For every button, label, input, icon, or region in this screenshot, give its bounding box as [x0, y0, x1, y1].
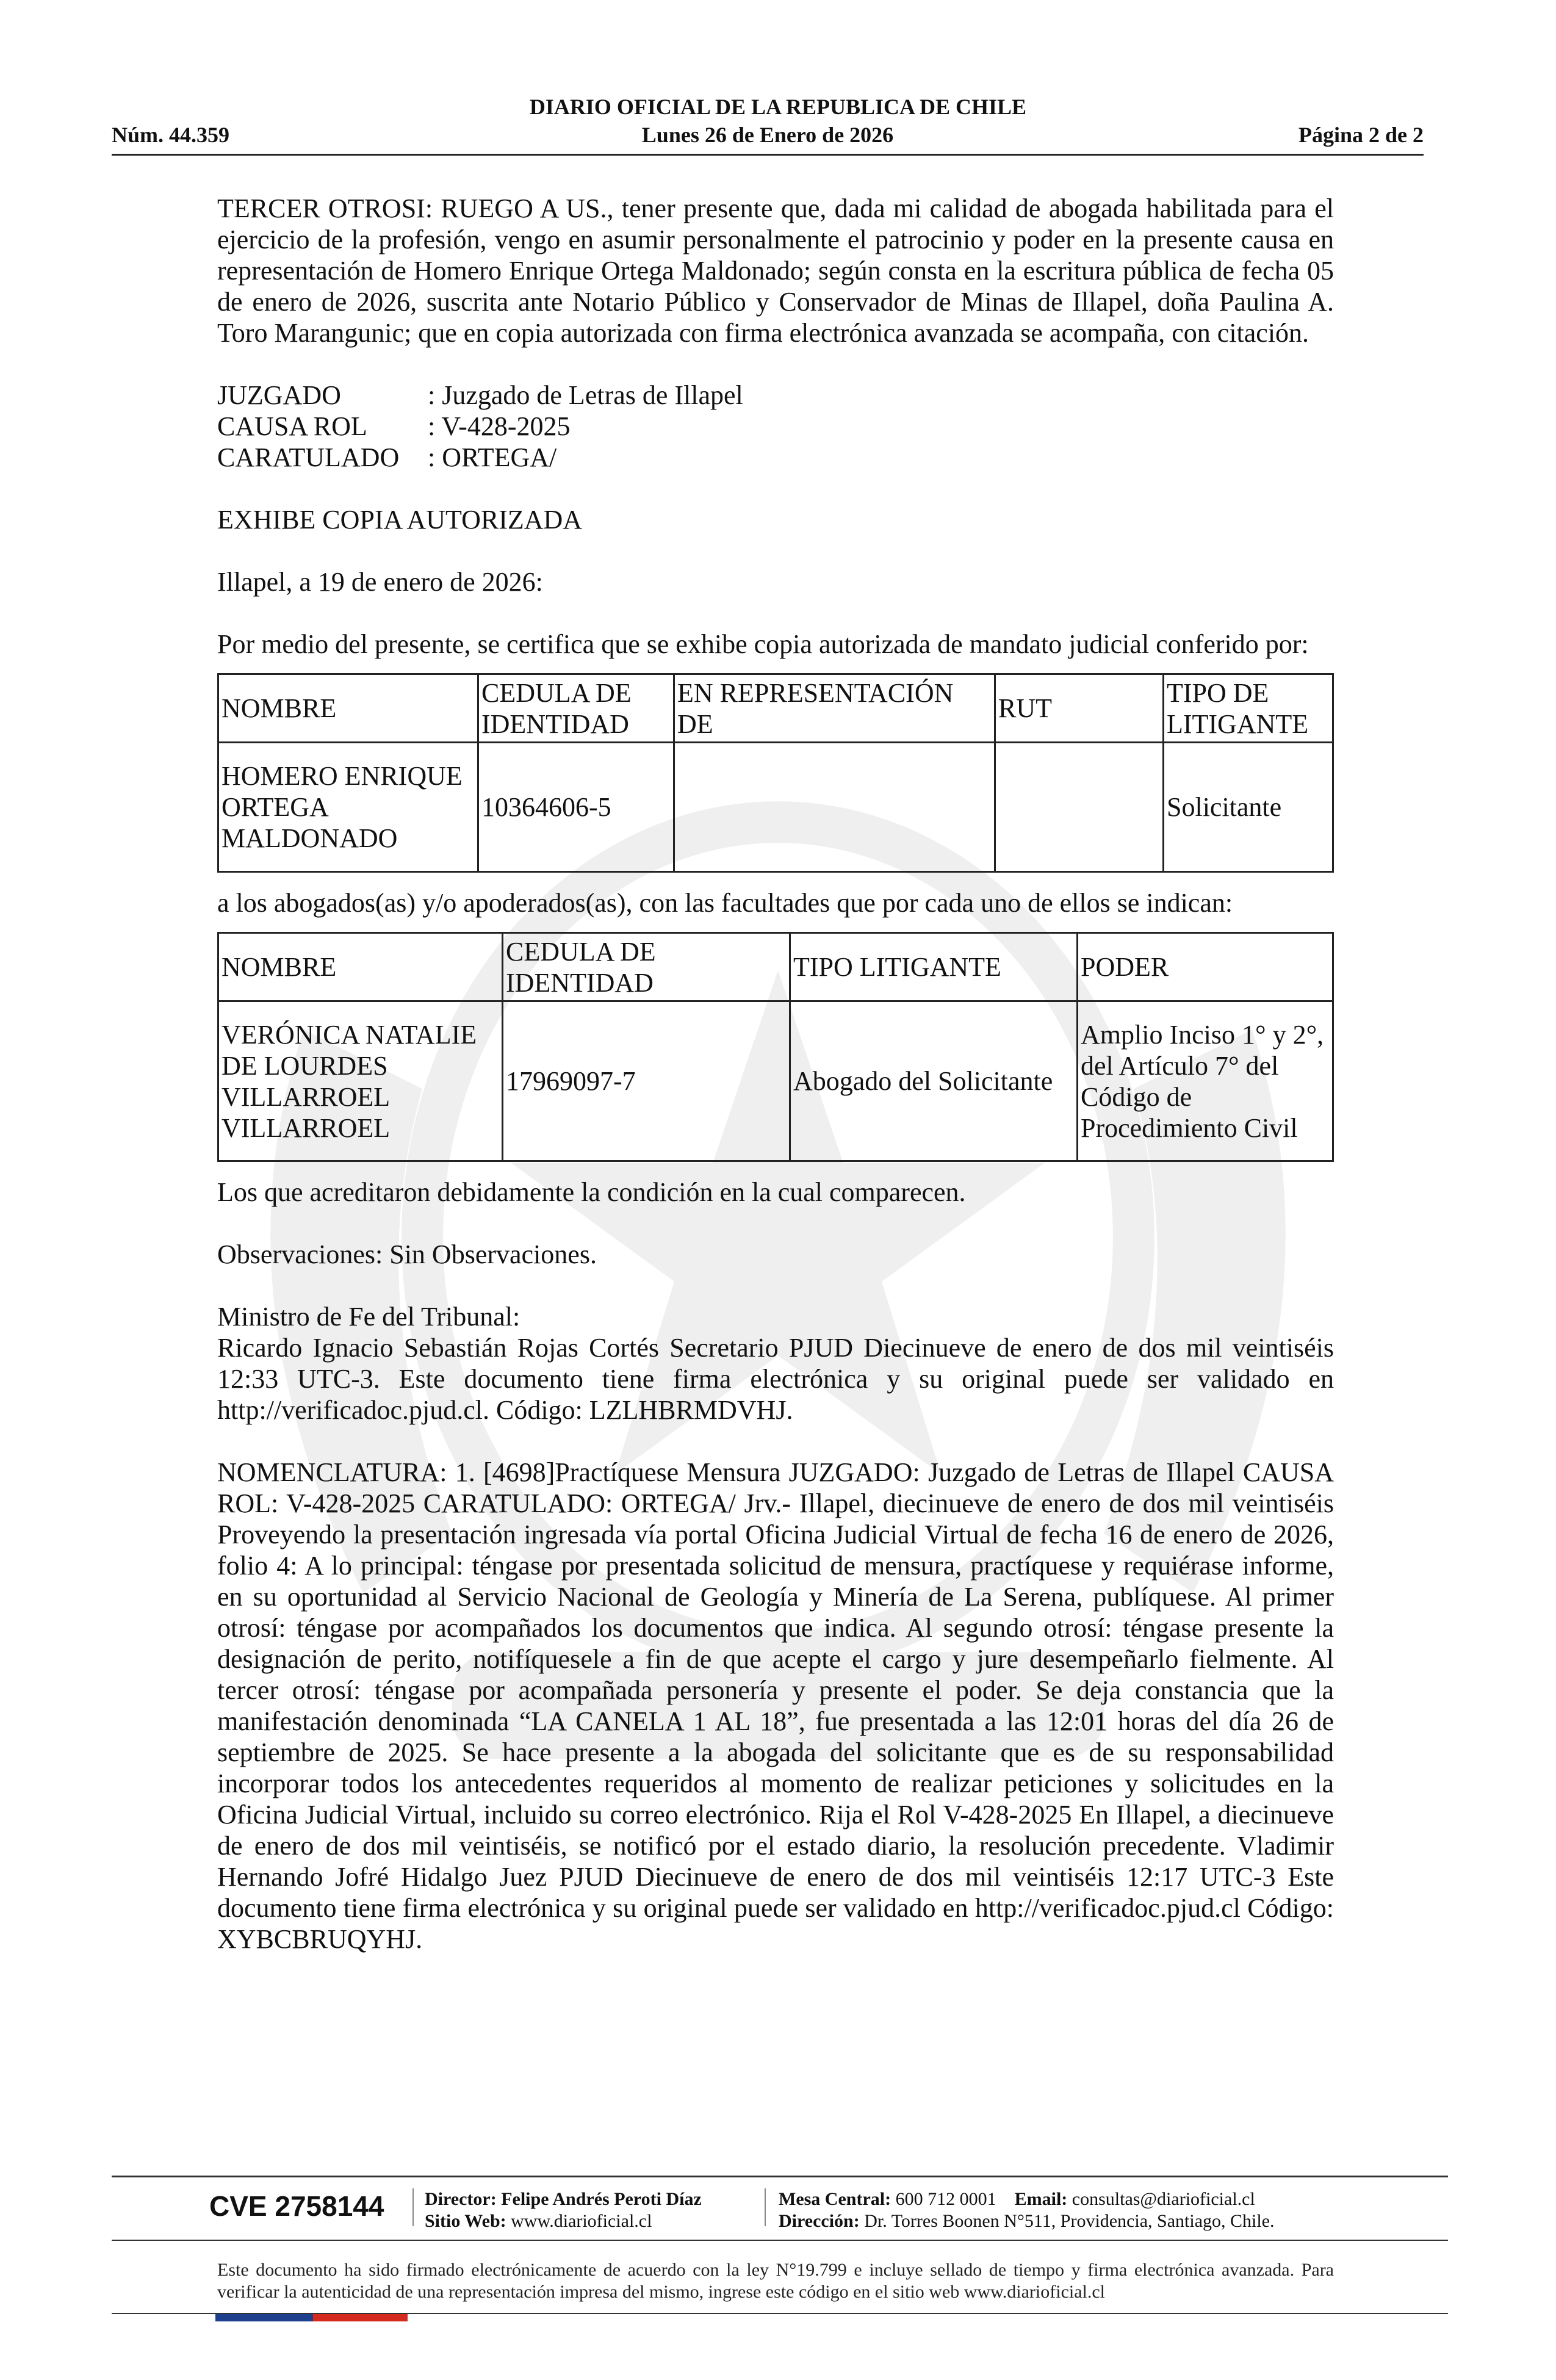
table-cell: 17969097-7 — [503, 1001, 790, 1161]
tercer-otrosi-paragraph: TERCER OTROSI: RUEGO A US., tener presente que, dada mi calidad de abogada habilitada para el ejercicio de la profesión, vengo en asumir personalmente el patrocinio y poder en la presente causa en representación de Homero Enrique Ortega Maldonado; según consta en la escritura pública de fecha 05 de enero de 2026, suscrita ante Notario Público y Conservador de Minas de Illapel, doña Paulina A. Toro Marangunic; que en copia autorizada con firma electrónica avanzada se acompaña, con citación. — [217, 193, 1334, 348]
header-divider — [112, 154, 1424, 156]
table-header-cell: NOMBRE — [218, 674, 478, 743]
newspaper-title: DIARIO OFICIAL DE LA REPUBLICA DE CHILE — [529, 95, 1027, 119]
table-cell — [995, 743, 1164, 872]
footer-divider-middle — [112, 2240, 1448, 2241]
page-number: Página 2 de 2 — [1298, 123, 1424, 147]
sitio-label: Sitio Web: — [425, 2211, 506, 2231]
mesa-label: Mesa Central: — [779, 2189, 891, 2209]
direccion-label: Dirección: — [779, 2211, 860, 2231]
table-row — [218, 743, 1333, 872]
footer-info — [112, 2183, 1448, 2232]
footer-contact-block — [779, 2188, 1275, 2232]
causa-rol-label: CAUSA ROL — [217, 411, 367, 441]
table-cell: Solicitante — [1164, 743, 1333, 872]
flag-stripe-blue — [215, 2314, 313, 2321]
acreditaron-text: Los que acreditaron debidamente la condición en la cual comparecen. — [217, 1177, 966, 1207]
table-cell — [674, 743, 995, 872]
document-body — [217, 193, 1334, 1955]
table-cell: Amplio Inciso 1° y 2°, del Artículo 7° del Código de Procedimiento Civil — [1078, 1001, 1333, 1161]
caratulado-value: : ORTEGA/ — [428, 442, 557, 472]
table-cell: Abogado del Solicitante — [790, 1001, 1078, 1161]
juzgado-value: : Juzgado de Letras de Illapel — [428, 380, 743, 410]
sitio-link[interactable]: www.diarioficial.cl — [511, 2211, 652, 2231]
footer-divider-top — [112, 2176, 1448, 2177]
table-header-cell: CEDULA DE IDENTIDAD — [503, 933, 790, 1001]
director-label: Director: — [425, 2189, 497, 2209]
causa-rol-row — [217, 411, 1334, 442]
table-cell: VERÓNICA NATALIE DE LOURDES VILLARROEL VILLARROEL — [218, 1001, 503, 1161]
causa-rol-value: : V-428-2025 — [428, 411, 571, 441]
table-cell: HOMERO ENRIQUE ORTEGA MALDONADO — [218, 743, 478, 872]
email-link[interactable]: consultas@diarioficial.cl — [1072, 2189, 1255, 2209]
table-header-cell: NOMBRE — [218, 933, 503, 1001]
certifica-paragraph: Por medio del presente, se certifica que se exhibe copia autorizada de mandato judicial conferido por: — [217, 629, 1309, 659]
juzgado-label: JUZGADO — [217, 380, 341, 410]
nomenclatura-paragraph: NOMENCLATURA: 1. [4698]Practíquese Mensura JUZGADO: Juzgado de Letras de Illapel CAUSA ROL: V-428-2025 CARATULADO: ORTEGA/ Jrv.- Illapel, diecinueve de enero de dos mil veintiséis Proveyendo la presentación ingresada vía portal Oficina Judicial Virtual de fecha 16 de enero de 2026, folio 4: A lo principal: téngase por presentada solicitud de mensura, practíquese y requiérase informe, en su oportunidad al Servicio Nacional de Geología y Minería de La Serena, publíquese. Al primer otrosí: téngase por acompañados los documentos que indica. Al segundo otrosí: téngase presente la designación de perito, notifíquesele a fin de que acepte el cargo y jure desempeñarlo fielmente. Al tercer otrosí: téngase por acompañada personería y presente el poder. Se deja constancia que la manifestación denominada “LA CANELA 1 AL 18”, fue presentada a las 12:01 horas del día 26 de septiembre de 2025. Se hace presente a la abogada del solicitante que es de su responsabilidad incorporar todos los antecedentes requeridos al momento de realizar peticiones y solicitudes en la Oficina Judicial Virtual, incluido su correo electrónico. Rija el Rol V-428-2025 En Illapel, a diecinueve de enero de dos mil veintiséis, se notificó por el estado diario, la resolución precedente. Vladimir Hernando Jofré Hidalgo Juez PJUD Diecinueve de enero de dos mil veintiséis 12:17 UTC-3 Este documento tiene firma electrónica y su original puede ser validado en http://verificadoc.pjud.cl Código: XYBCBRUQYHJ. — [217, 1457, 1334, 1954]
exhibe-heading: EXHIBE COPIA AUTORIZADA — [217, 505, 583, 535]
table-header-cell: EN REPRESENTACIÓN DE — [674, 674, 995, 743]
place-date: Illapel, a 19 de enero de 2026: — [217, 567, 543, 597]
email-label: Email: — [1014, 2189, 1068, 2209]
table-header-row — [218, 933, 1333, 1001]
table-header-cell: TIPO DE LITIGANTE — [1164, 674, 1333, 743]
director-value: Felipe Andrés Peroti Díaz — [501, 2189, 702, 2209]
footer-separator — [765, 2188, 766, 2226]
table-header-cell: TIPO LITIGANTE — [790, 933, 1078, 1001]
table-header-cell: PODER — [1078, 933, 1333, 1001]
caratulado-row — [217, 442, 1334, 473]
juzgado-row — [217, 380, 1334, 411]
observaciones-text: Observaciones: Sin Observaciones. — [217, 1239, 597, 1269]
issue-date: Lunes 26 de Enero de 2026 — [641, 123, 894, 147]
table-header-cell: CEDULA DE IDENTIDAD — [478, 674, 674, 743]
abogados-table — [217, 932, 1334, 1162]
ministro-text: Ricardo Ignacio Sebastián Rojas Cortés Secretario PJUD Diecinueve de enero de dos mil veintiséis 12:33 UTC-3. Este documento tiene firma electrónica y su original puede ser validado en http://verificadoc.pjud.cl. Código: LZLHBRMDVHJ. — [217, 1333, 1334, 1425]
ministro-label: Ministro de Fe del Tribunal: — [217, 1302, 520, 1332]
footer-separator — [412, 2188, 414, 2226]
mesa-value: 600 712 0001 — [895, 2189, 996, 2209]
caratulado-label: CARATULADO — [217, 442, 400, 472]
table-header-cell: RUT — [995, 674, 1164, 743]
table-cell: 10364606-5 — [478, 743, 674, 872]
flag-stripe-red — [313, 2314, 408, 2321]
footer-legal-text: Este documento ha sido firmado electrónicamente de acuerdo con la ley N°19.799 e incluye sellado de tiempo y firma electrónica avanzada. Para verificar la autenticidad de una representación impresa del mismo, ingrese este código en el sitio web www.diarioficial.cl — [217, 2260, 1334, 2302]
cve-code: CVE 2758144 — [209, 2190, 384, 2222]
table-row — [218, 1001, 1333, 1161]
mandante-table — [217, 673, 1334, 873]
abogados-intro: a los abogados(as) y/o apoderados(as), con las facultades que por cada uno de ellos se indican: — [217, 888, 1233, 918]
issue-number: Núm. 44.359 — [112, 123, 230, 147]
direccion-value: Dr. Torres Boonen N°511, Providencia, Santiago, Chile. — [864, 2211, 1275, 2231]
footer-director-block — [425, 2188, 702, 2232]
table-header-row — [218, 674, 1333, 743]
